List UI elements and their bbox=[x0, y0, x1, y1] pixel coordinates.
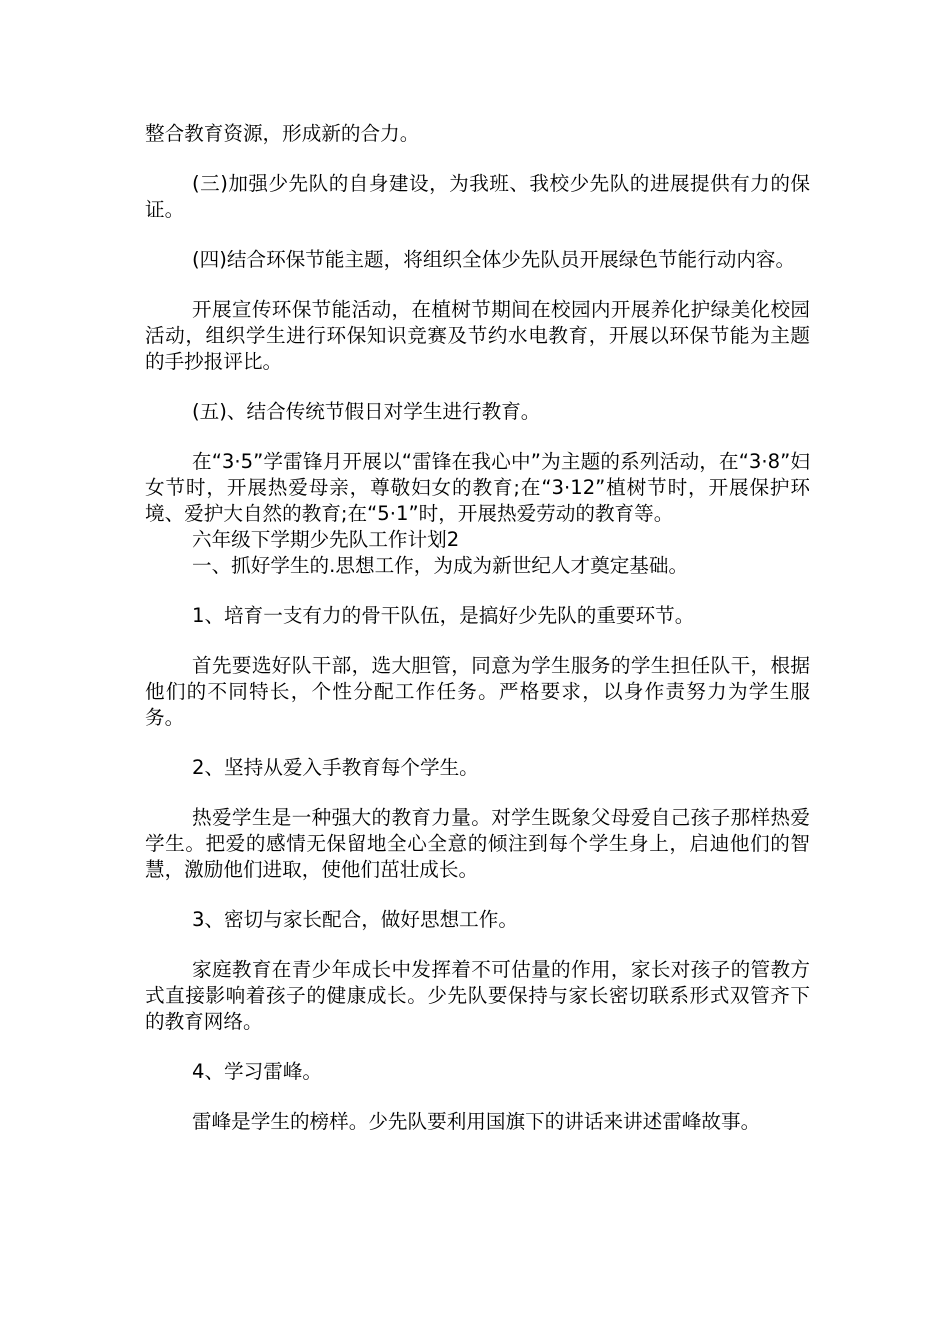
document-body bbox=[145, 121, 810, 1159]
paragraph-3: (四)结合环保节能主题，将组织全体少先队员开展绿色节能行动内容。 bbox=[192, 248, 796, 271]
paragraph-2: (三)加强少先队的自身建设，为我班、我校少先队的进展提供有力的保证。 bbox=[145, 172, 810, 221]
paragraph-10: 首先要选好队干部，选大胆管，同意为学生服务的学生担任队干，根据他们的不同特长，个性分配工作任务。严格要求，以身作责努力为学生服务。 bbox=[145, 654, 810, 729]
paragraph-12: 热爱学生是一种强大的教育力量。对学生既象父母爱自己孩子那样热爱学生。把爱的感情无保留地全心全意的倾注到每个学生身上，启迪他们的智慧，激励他们进取，使他们茁壮成长。 bbox=[145, 806, 810, 881]
paragraph-13: 3、密切与家长配合，做好思想工作。 bbox=[192, 908, 518, 931]
section-title: 六年级下学期少先队工作计划2 bbox=[192, 528, 460, 551]
paragraph-1: 整合教育资源，形成新的合力。 bbox=[145, 122, 420, 145]
paragraph-4: 开展宣传环保节能活动，在植树节期间在校园内开展养化护绿美化校园活动，组织学生进行环保知识竞赛及节约水电教育，开展以环保节能为主题的手抄报评比。 bbox=[145, 298, 810, 373]
paragraph-11: 2、坚持从爱入手教育每个学生。 bbox=[192, 756, 479, 779]
paragraph-14: 家庭教育在青少年成长中发挥着不可估量的作用，家长对孩子的管教方式直接影响着孩子的健康成长。少先队要保持与家长密切联系形式双管齐下的教育网络。 bbox=[145, 958, 810, 1033]
paragraph-15: 4、学习雷峰。 bbox=[192, 1060, 323, 1083]
paragraph-5: (五)、结合传统节假日对学生进行教育。 bbox=[192, 400, 541, 423]
paragraph-6: 在“3·5”学雷锋月开展以“雷锋在我心中”为主题的系列活动，在“3·8”妇女节时，开展热爱母亲，尊敬妇女的教育;在“3·12”植树节时，开展保护环境、爱护大自然的教育;在“5·1”时，开展热爱劳动的教育等。 bbox=[145, 450, 810, 525]
paragraph-8: 一、抓好学生的.思想工作，为成为新世纪人才奠定基础。 bbox=[192, 554, 689, 577]
paragraph-9: 1、培育一支有力的骨干队伍，是搞好少先队的重要环节。 bbox=[192, 604, 695, 627]
paragraph-16: 雷峰是学生的榜样。少先队要利用国旗下的讲话来讲述雷峰故事。 bbox=[192, 1110, 761, 1133]
